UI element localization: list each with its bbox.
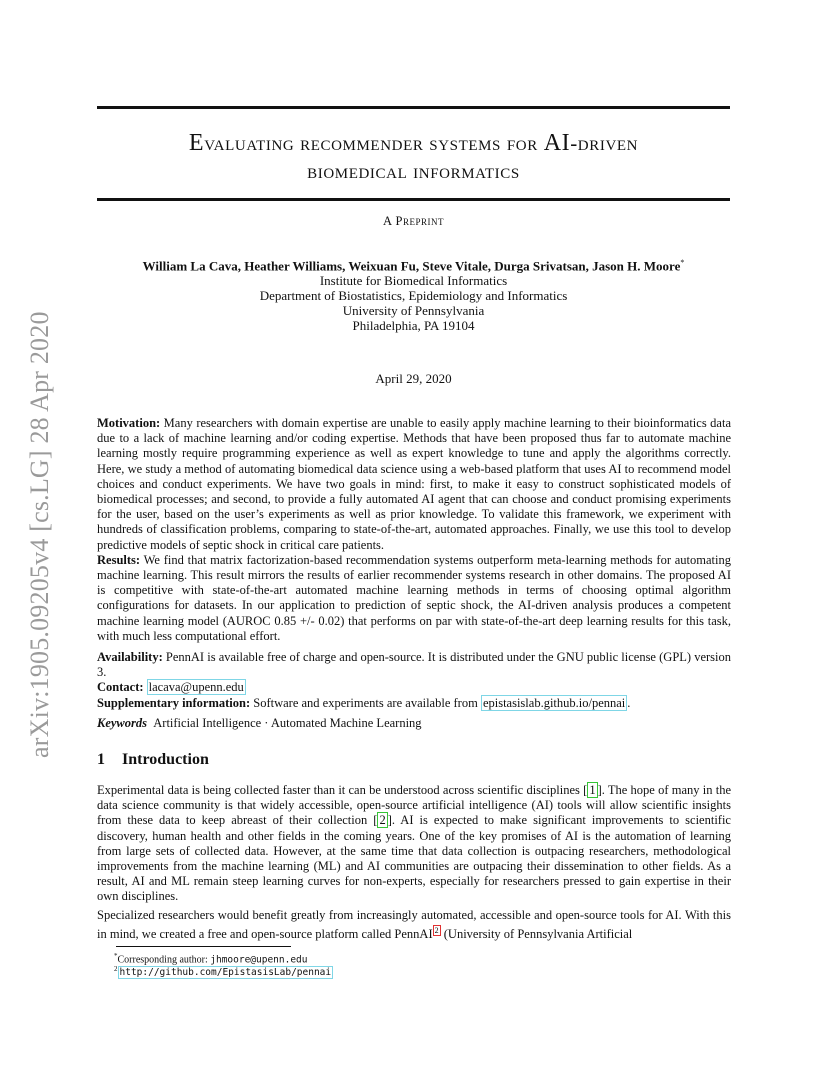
intro-p2-text-b: (University of Pennsylvania Artificial <box>440 927 633 942</box>
keywords-label: Keywords <box>97 716 147 730</box>
intro-paragraph-2 <box>97 908 731 943</box>
paper-title-line-1 <box>97 130 730 157</box>
results-paragraph <box>97 553 731 644</box>
section-number: 1 <box>97 751 105 768</box>
author-names: William La Cava, Heather Williams, Weixuan Fu, Steve Vitale, Durga Srivatsan, Jason H. Moore <box>142 258 681 274</box>
keywords-text: Artificial Intelligence · Automated Machine Learning <box>153 716 422 730</box>
availability-label: Availability: <box>97 650 163 665</box>
title-bottom-rule <box>97 198 730 201</box>
intro-p1-text-b: . The hope of many in the data science community is that widely accessible, open-source artificial intelligence (AI) tools will allow scientific insights from these data to keep abreast of their collection <box>97 783 731 828</box>
abstract <box>97 416 731 711</box>
arxiv-identifier: arXiv:1905.09205v4 [cs.LG] 28 Apr 2020 <box>25 311 54 758</box>
results-text: We find that matrix factorization-based recommendation systems outperform meta-learning methods for automating machine learning. This result mirrors the results of earlier recommender systems research in other domains. The proposed AI is competitive with state-of-the-art automated machine learning methods in terms of choosing optimal algorithm configurations for datasets. In our application to prediction of septic shock, the AI-driven analysis produces a competent machine learning model (AUROC 0.85 +/- 0.02) that performs on par with state-of-the-art deep learning results for this task, with much less computational effort. <box>97 552 731 643</box>
citation-link-2[interactable]: 2 <box>379 813 386 828</box>
availability-paragraph <box>97 650 731 680</box>
title-initial-e: E <box>188 130 205 156</box>
supplementary-link[interactable]: epistasislab.github.io/pennai <box>482 695 626 710</box>
corresponding-author-mark: * <box>680 258 685 267</box>
footnote-link-2[interactable]: 2 <box>434 926 439 936</box>
footnote-1-mark: * <box>114 952 118 960</box>
intro-paragraph-1: Experimental data is being collected faster than it can be understood across scientific disciplines [ 1 ]. The hope of many in the data science community is that widely accessible, open-source artificial intelligence (AI) tools will allow scientific insights from these data to keep abreast of their collection [ 2 ]. AI is expected to make significant improvements to scientific discovery, human health and other fields in the coming years. One of the key promises of AI is the automation of learning from large sets of collected data. However, at the same time that data collection is outpacing researchers, methodological improvements from the machine learning (ML) and AI communities are outpacing their dissemination to other fields. As a result, AI and ML remain steep learning curves for non-experts, especially for researchers pressed to gain expertise in their own disciplines. <box>97 783 731 904</box>
footnote-2 <box>114 963 333 979</box>
affiliation-line-4: Philadelphia, PA 19104 <box>352 318 475 333</box>
contact-paragraph <box>97 680 731 695</box>
footnote-1-text: Corresponding author: <box>117 954 211 966</box>
results-label: Results: <box>97 552 141 567</box>
footnote-2-mark: 2 <box>114 965 118 973</box>
section-title: Introduction <box>122 751 209 768</box>
motivation-text: Many researchers with domain expertise are unable to easily apply machine learning to their bioinformatics data due to a lack of machine learning and/or coding expertise. Methods that have been proposed thus far to automate machine learning mostly require programming experience as well as expert knowledge to tune and apply the algorithms correctly. Here, we study a method of automating biomedical data science using a web-based platform that uses AI to recommend model choices and conduct experiments. We have two goals in mind: first, to make it easy to construct sophisticated models of biomedical processes; and second, to provide a fully automated AI agent that can choose and conduct promising experiments for the user, based on the user’s experiments as well as prior knowledge. To validate this framework, we experiment with hundreds of classification problems, comparing to state-of-the-art, automated approaches. Finally, we use this tool to develop predictive models of septic shock in critical care patients. <box>97 416 731 552</box>
paper-title-line-2: biomedical informatics <box>307 159 520 183</box>
paper-date: April 29, 2020 <box>375 371 452 386</box>
availability-text: PennAI is available free of charge and open-source. It is distributed under the GNU public license (GPL) version 3. <box>97 650 732 680</box>
author-list <box>97 258 730 274</box>
preprint-label: A Preprint <box>383 214 444 228</box>
supplementary-text: Software and experiments are available from <box>253 695 478 710</box>
supplementary-paragraph: Supplementary information: Software and experiments are available from epistasislab.github.io/pennai . <box>97 695 631 710</box>
footnote-1-email: jhmoore@upenn.edu <box>210 954 308 966</box>
affiliation-line-2: Department of Biostatistics, Epidemiology and Informatics <box>259 288 568 303</box>
intro-p2-text-a: Specialized researchers would benefit greatly from increasingly automated, accessible and open-source tools for AI. With this in mind, we created a free and open-source platform called PennAI <box>97 908 731 942</box>
intro-p1-text-c: . AI is expected to make significant improvements to scientific discovery, human health and other fields in the coming years. One of the key promises of AI is the automation of learning from large sets of collected data. However, at the same time that data collection is outpacing researchers, methodological improvements from the machine learning (ML) and AI communities are outpacing their dissemination to other fields. As a result, AI and ML remain steep learning curves for non-experts, especially for researchers pressed to gain expertise in their own disciplines. <box>97 813 731 904</box>
contact-email-link[interactable]: lacava@upenn.edu <box>148 680 244 695</box>
motivation-label: Motivation: <box>97 416 161 430</box>
affiliation-line-1: Institute for Biomedical Informatics <box>319 273 508 288</box>
intro-p1-text-a: Experimental data is being collected faster than it can be understood across scientific disciplines <box>97 783 584 797</box>
title-ai: AI <box>543 130 571 156</box>
title-top-rule <box>97 106 730 109</box>
supplementary-label: Supplementary information: <box>97 695 251 710</box>
footnote-rule <box>116 946 291 947</box>
keywords <box>97 716 731 731</box>
affiliation-line-3: University of Pennsylvania <box>342 303 485 318</box>
title-part-1: valuating recommender systems for <box>204 131 544 155</box>
title-part-2: -driven <box>570 131 639 155</box>
contact-label: Contact: <box>97 680 144 695</box>
section-heading-introduction <box>97 751 209 769</box>
citation-link-1[interactable]: 1 <box>589 783 596 797</box>
footnote-2-url[interactable]: http://github.com/EpistasisLab/pennai <box>119 967 332 979</box>
motivation-paragraph <box>97 416 731 553</box>
